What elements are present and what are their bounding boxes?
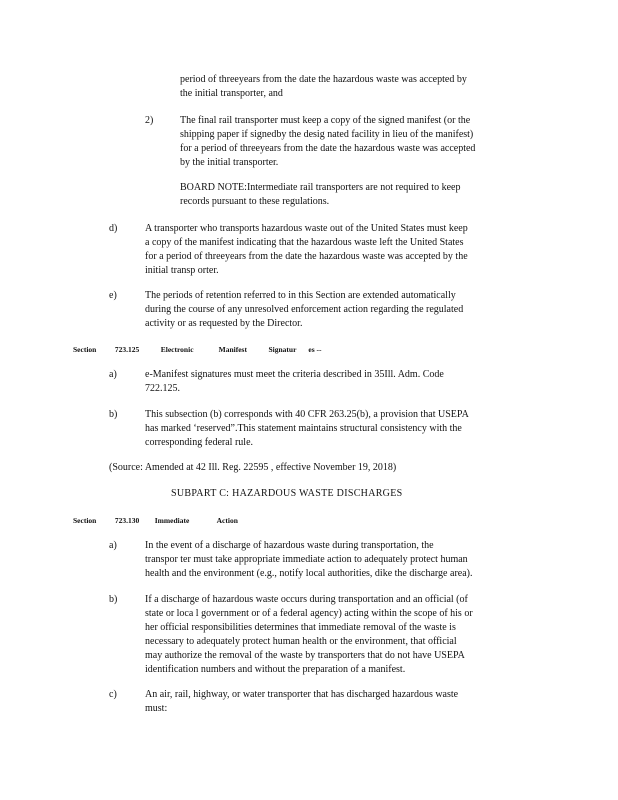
item-label: c): [109, 689, 117, 700]
paragraph-130-b: [145, 593, 473, 677]
section-number: 723.130: [114, 516, 140, 525]
section-title-part: es --: [308, 345, 322, 354]
paragraph-130-a: [145, 539, 472, 581]
paragraph-item-d: [145, 222, 468, 278]
text-line: her official responsibilities determines that immediate removal of the waste is: [145, 622, 456, 633]
text-line: The periods of retention referred to in this Section are extended automatically: [145, 290, 456, 301]
paragraph-item-2: [180, 114, 475, 170]
text-line: state or loca l government or of a federal agency) acting within the scope of his or: [145, 608, 473, 619]
subpart-heading: SUBPART C: HAZARDOUS WASTE DISCHARGES: [171, 488, 403, 499]
source-note: (Source: Amended at 42 Ill. Reg. 22595 , effective November 19, 2018): [109, 462, 397, 473]
text-line: may authorize the removal of the waste by transporters that do not have USEPA: [145, 650, 465, 661]
paragraph-continuation: [180, 73, 467, 101]
text-line: for a period of threeyears from the date the hazardous waste was accepted by the: [145, 251, 468, 262]
text-line: transpor ter must take appropriate immediate action to adequately protect human: [145, 554, 468, 565]
text-line: must:: [145, 703, 168, 714]
text-line: a copy of the manifest indicating that the hazardous waste left the United States: [145, 237, 464, 248]
text-line: health and the environment (e.g., notify local authorities, dike the discharge area).: [145, 568, 473, 579]
text-line: shipping paper if signedby the desig nated facility in lieu of the manifest): [180, 129, 474, 140]
item-label: b): [109, 594, 118, 605]
item-label: a): [109, 369, 117, 380]
text-line: BOARD NOTE:Intermediate rail transporters are not required to keep: [180, 182, 461, 193]
section-title-part: Signatur: [268, 345, 297, 354]
text-line: An air, rail, highway, or water transporter that has discharged hazardous waste: [145, 689, 459, 700]
board-note: [180, 181, 460, 209]
section-title-part: Electronic: [160, 345, 194, 354]
text-line: If a discharge of hazardous waste occurs during transportation and an official (of: [145, 594, 468, 605]
section-word: Section: [73, 516, 97, 525]
text-line: 722.125.: [145, 383, 180, 394]
section-heading-723-125: [73, 345, 322, 355]
paragraph-item-e: [145, 289, 463, 331]
text-line: during the course of any unresolved enforcement action regarding the regulated: [145, 304, 464, 315]
section-title-part: Manifest: [218, 345, 247, 354]
text-line: records pursuant to these regulations.: [180, 196, 330, 207]
section-heading-723-130: [73, 516, 238, 526]
text-line: initial transp orter.: [145, 265, 219, 276]
item-label: e): [109, 290, 117, 301]
text-line: This subsection (b) corresponds with 40 CFR 263.25(b), a provision that USEPA: [145, 409, 469, 420]
section-number: 723.125: [114, 345, 140, 354]
paragraph-130-c: [145, 688, 458, 716]
paragraph-125-b: [145, 408, 469, 450]
item-label: d): [109, 223, 118, 234]
item-label: b): [109, 409, 118, 420]
text-line: necessary to adequately protect human health or the environment, that official: [145, 636, 457, 647]
text-line: for a period of threeyears from the date the hazardous waste was accepted: [180, 143, 476, 154]
text-line: In the event of a discharge of hazardous waste during transportation, the: [145, 540, 434, 551]
text-line: identification numbers and without the preparation of a manifest.: [145, 664, 406, 675]
text-line: The final rail transporter must keep a copy of the signed manifest (or the: [180, 115, 471, 126]
text-line: activity or as requested by the Director.: [145, 318, 303, 329]
text-line: by the initial transporter.: [180, 157, 279, 168]
text-line: e-Manifest signatures must meet the criteria described in 35Ill. Adm. Code: [145, 369, 444, 380]
text-line: corresponding federal rule.: [145, 437, 254, 448]
text-line: A transporter who transports hazardous waste out of the United States must keep: [145, 223, 468, 234]
text-line: has marked ‘reserved”.This statement maintains structural consistency with the: [145, 423, 462, 434]
section-title-part: Immediate: [154, 516, 190, 525]
text-line: period of threeyears from the date the hazardous waste was accepted by: [180, 74, 467, 85]
item-label: a): [109, 540, 117, 551]
item-label: 2): [145, 115, 154, 126]
text-line: the initial transporter, and: [180, 88, 283, 99]
section-title-part: Action: [216, 516, 238, 525]
section-word: Section: [73, 345, 97, 354]
paragraph-125-a: [145, 368, 444, 396]
